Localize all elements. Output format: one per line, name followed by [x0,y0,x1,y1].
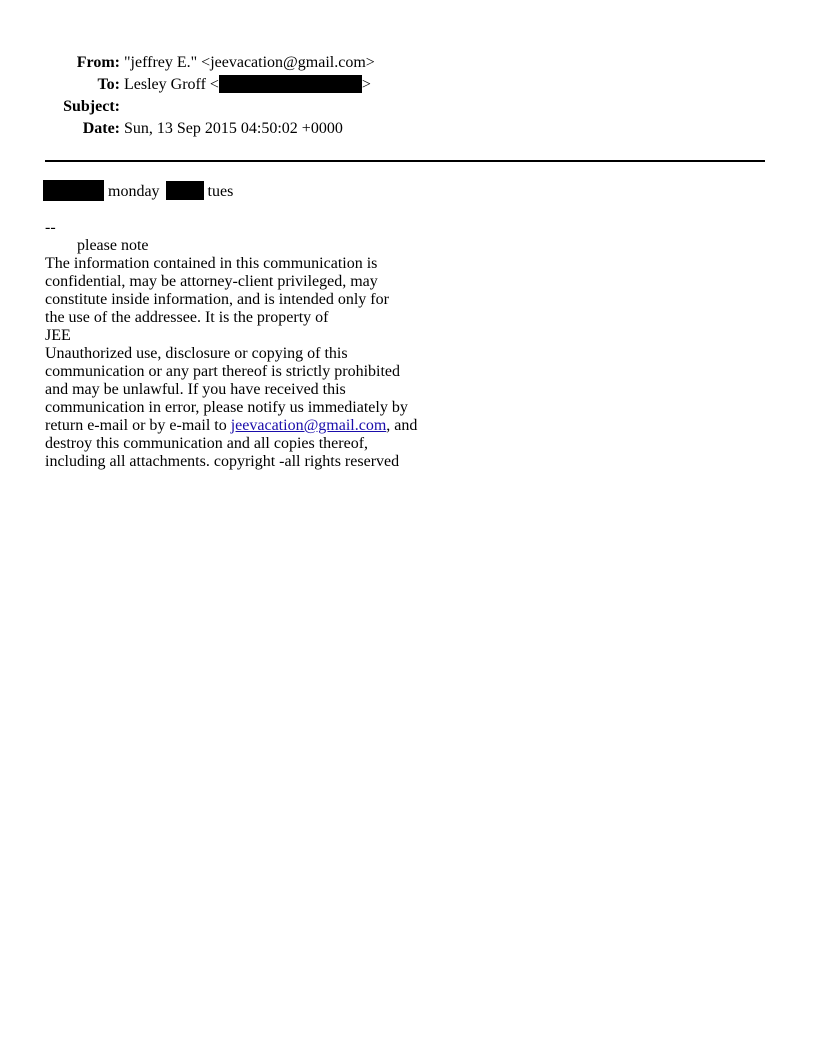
disclaimer-line-with-link [45,417,465,435]
message-body [43,181,233,203]
from-value: "jeffrey E." <jeevacation@gmail.com> [124,54,375,71]
disclaimer-line: The information contained in this communication is [45,255,378,272]
email-signature [45,219,465,471]
redaction-box [219,75,362,93]
to-value [124,74,371,96]
to-name: Lesley Groff < [124,76,219,93]
redaction-box [43,180,104,201]
subject-row [0,96,816,118]
disclaimer-line: communication in error, please notify us immediately by [45,399,408,416]
from-row [0,52,816,74]
redaction-box [166,181,204,200]
from-label: From: [76,54,120,71]
disclaimer-line: confidential, may be attorney-client privileged, may [45,273,378,290]
to-label: To: [97,76,120,93]
header-divider [45,160,765,162]
disclaimer-line: including all attachments. copyright -all rights reserved [45,453,400,470]
disclaimer-line: JEE [45,327,71,344]
body-word-monday: monday [108,183,160,200]
to-row [0,74,816,96]
date-label: Date: [82,120,120,137]
subject-label: Subject: [63,98,120,115]
disclaimer-line: the use of the addressee. It is the property of [45,309,329,326]
body-word-tues: tues [207,183,234,200]
disclaimer-line: and may be unlawful. If you have received this [45,381,346,398]
date-value: Sun, 13 Sep 2015 04:50:02 +0000 [124,120,343,137]
signature-note: please note [77,237,149,254]
disclaimer-line: destroy this communication and all copies thereof, [45,435,369,452]
return-prefix: return e-mail or by e-mail to [45,417,231,434]
email-header [0,52,816,140]
disclaimer-line: constitute inside information, and is intended only for [45,291,389,308]
signature-dashes: -- [45,219,56,236]
disclaimer-line: Unauthorized use, disclosure or copying of this [45,345,348,362]
email-link[interactable]: jeevacation@gmail.com [230,417,387,434]
to-close: > [361,76,371,93]
return-suffix: , and [386,417,418,434]
disclaimer-line: communication or any part thereof is strictly prohibited [45,363,401,380]
date-row [0,118,816,140]
